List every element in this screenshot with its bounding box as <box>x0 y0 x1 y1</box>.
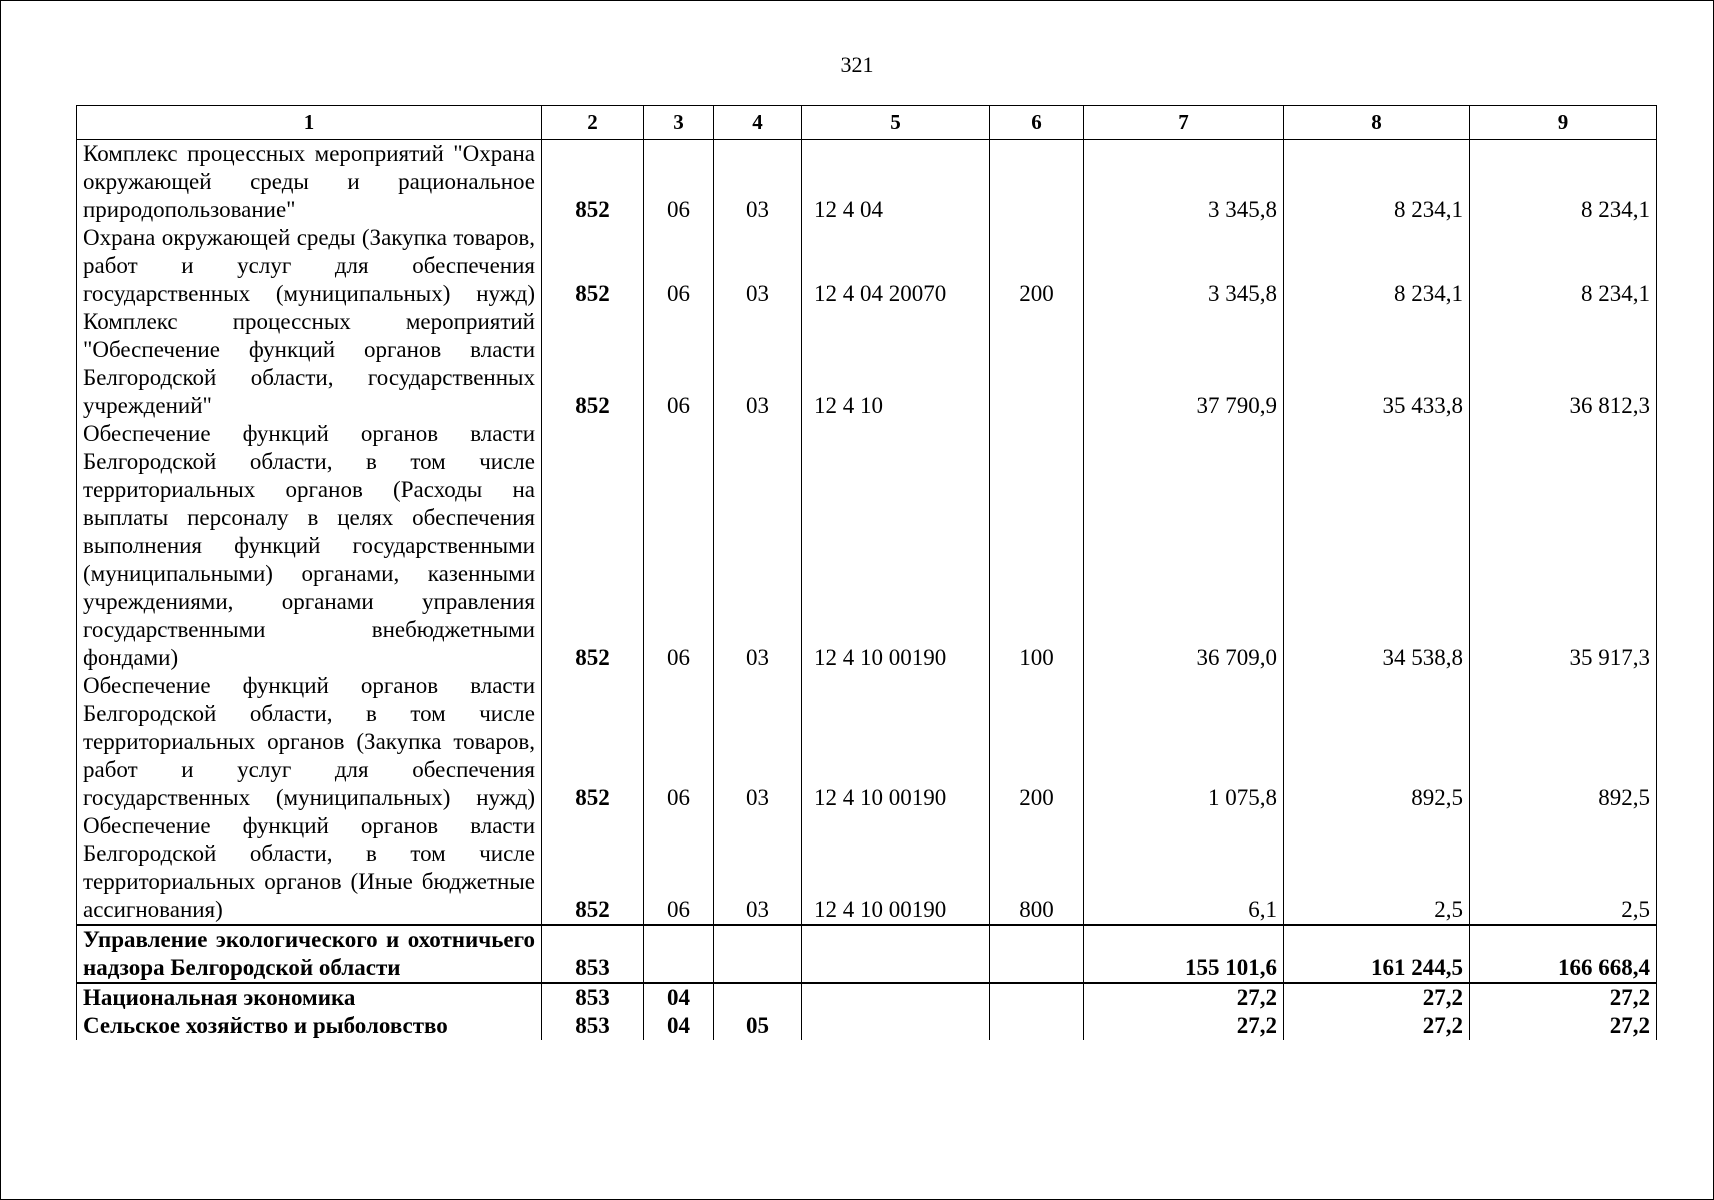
col-4-cell: 03 <box>714 672 802 812</box>
col-4-cell: 03 <box>714 308 802 420</box>
col-2-cell: 852 <box>542 812 644 925</box>
col-7-cell: 1 075,8 <box>1084 672 1284 812</box>
col-6-cell: 200 <box>990 224 1084 308</box>
col-5-cell <box>802 1012 990 1040</box>
col-6-cell <box>990 925 1084 983</box>
header-col-2: 2 <box>542 106 644 140</box>
table-row <box>77 140 1657 225</box>
col-9-cell: 27,2 <box>1470 983 1657 1012</box>
col-3-cell: 06 <box>644 672 714 812</box>
col-6-cell <box>990 308 1084 420</box>
col-4-cell: 05 <box>714 1012 802 1040</box>
header-col-3: 3 <box>644 106 714 140</box>
col-2-cell: 852 <box>542 140 644 225</box>
row-name: Охрана окружающей среды (Закупка товаров, работ и услуг для обеспечения государственных (муниципальных) нужд) <box>77 224 542 308</box>
col-3-cell: 06 <box>644 308 714 420</box>
col-8-cell: 35 433,8 <box>1284 308 1470 420</box>
header-col-8: 8 <box>1284 106 1470 140</box>
header-col-1: 1 <box>77 106 542 140</box>
col-4-cell: 03 <box>714 420 802 672</box>
col-4-cell: 03 <box>714 224 802 308</box>
table-row <box>77 308 1657 420</box>
col-4-cell <box>714 925 802 983</box>
row-name: Комплекс процессных мероприятий "Обеспечение функций органов власти Белгородской области, государственных учреждений" <box>77 308 542 420</box>
col-2-cell: 852 <box>542 224 644 308</box>
col-6-cell <box>990 140 1084 225</box>
budget-table <box>76 105 1657 1040</box>
col-5-cell: 12 4 10 00190 <box>802 420 990 672</box>
col-7-cell: 6,1 <box>1084 812 1284 925</box>
col-6-cell: 800 <box>990 812 1084 925</box>
header-col-5: 5 <box>802 106 990 140</box>
row-name: Обеспечение функций органов власти Белгородской области, в том числе территориальных органов (Расходы на выплаты персоналу в целях обеспечения выполнения функций государственными (муниципальными) органами, казенными учреждениями, органами управления государственными внебюджетными фондами) <box>77 420 542 672</box>
col-2-cell: 852 <box>542 308 644 420</box>
header-col-9: 9 <box>1470 106 1657 140</box>
col-7-cell: 27,2 <box>1084 983 1284 1012</box>
col-9-cell: 35 917,3 <box>1470 420 1657 672</box>
col-2-cell: 853 <box>542 983 644 1012</box>
col-9-cell: 27,2 <box>1470 1012 1657 1040</box>
col-9-cell: 36 812,3 <box>1470 308 1657 420</box>
col-5-cell <box>802 983 990 1012</box>
table-row <box>77 1012 1657 1040</box>
row-name: Комплекс процессных мероприятий "Охрана окружающей среды и рациональное природопользование" <box>77 140 542 225</box>
col-9-cell: 2,5 <box>1470 812 1657 925</box>
row-name: Национальная экономика <box>77 983 542 1012</box>
col-4-cell: 03 <box>714 140 802 225</box>
col-5-cell: 12 4 10 <box>802 308 990 420</box>
col-8-cell: 34 538,8 <box>1284 420 1470 672</box>
table-row <box>77 672 1657 812</box>
col-4-cell: 03 <box>714 812 802 925</box>
header-col-4: 4 <box>714 106 802 140</box>
col-5-cell <box>802 925 990 983</box>
col-7-cell: 27,2 <box>1084 1012 1284 1040</box>
col-8-cell: 8 234,1 <box>1284 140 1470 225</box>
col-3-cell: 04 <box>644 1012 714 1040</box>
col-2-cell: 852 <box>542 672 644 812</box>
row-name: Обеспечение функций органов власти Белгородской области, в том числе территориальных органов (Закупка товаров, работ и услуг для обеспечения государственных (муниципальных) нужд) <box>77 672 542 812</box>
col-5-cell: 12 4 04 20070 <box>802 224 990 308</box>
col-5-cell: 12 4 04 <box>802 140 990 225</box>
col-3-cell: 06 <box>644 812 714 925</box>
col-5-cell: 12 4 10 00190 <box>802 672 990 812</box>
col-2-cell: 853 <box>542 925 644 983</box>
col-3-cell <box>644 925 714 983</box>
col-8-cell: 892,5 <box>1284 672 1470 812</box>
col-3-cell: 06 <box>644 420 714 672</box>
header-row <box>77 106 1657 140</box>
col-3-cell: 06 <box>644 224 714 308</box>
col-4-cell <box>714 983 802 1012</box>
col-7-cell: 3 345,8 <box>1084 224 1284 308</box>
col-9-cell: 8 234,1 <box>1470 224 1657 308</box>
col-8-cell: 27,2 <box>1284 1012 1470 1040</box>
col-7-cell: 155 101,6 <box>1084 925 1284 983</box>
col-6-cell <box>990 983 1084 1012</box>
col-3-cell: 06 <box>644 140 714 225</box>
table-row <box>77 812 1657 925</box>
col-9-cell: 8 234,1 <box>1470 140 1657 225</box>
header-col-6: 6 <box>990 106 1084 140</box>
col-8-cell: 27,2 <box>1284 983 1470 1012</box>
col-6-cell: 200 <box>990 672 1084 812</box>
col-8-cell: 161 244,5 <box>1284 925 1470 983</box>
col-9-cell: 166 668,4 <box>1470 925 1657 983</box>
col-6-cell <box>990 1012 1084 1040</box>
col-2-cell: 852 <box>542 420 644 672</box>
col-9-cell: 892,5 <box>1470 672 1657 812</box>
col-7-cell: 3 345,8 <box>1084 140 1284 225</box>
table-row <box>77 983 1657 1012</box>
table-row <box>77 420 1657 672</box>
col-7-cell: 36 709,0 <box>1084 420 1284 672</box>
header-col-7: 7 <box>1084 106 1284 140</box>
page-number: 321 <box>840 52 874 77</box>
row-name: Сельское хозяйство и рыболовство <box>77 1012 542 1040</box>
table-row <box>77 925 1657 983</box>
col-3-cell: 04 <box>644 983 714 1012</box>
col-8-cell: 2,5 <box>1284 812 1470 925</box>
col-8-cell: 8 234,1 <box>1284 224 1470 308</box>
col-5-cell: 12 4 10 00190 <box>802 812 990 925</box>
row-name: Управление экологического и охотничьего надзора Белгородской области <box>77 925 542 983</box>
col-6-cell: 100 <box>990 420 1084 672</box>
row-name: Обеспечение функций органов власти Белгородской области, в том числе территориальных органов (Иные бюджетные ассигнования) <box>77 812 542 925</box>
table-row <box>77 224 1657 308</box>
col-2-cell: 853 <box>542 1012 644 1040</box>
col-7-cell: 37 790,9 <box>1084 308 1284 420</box>
